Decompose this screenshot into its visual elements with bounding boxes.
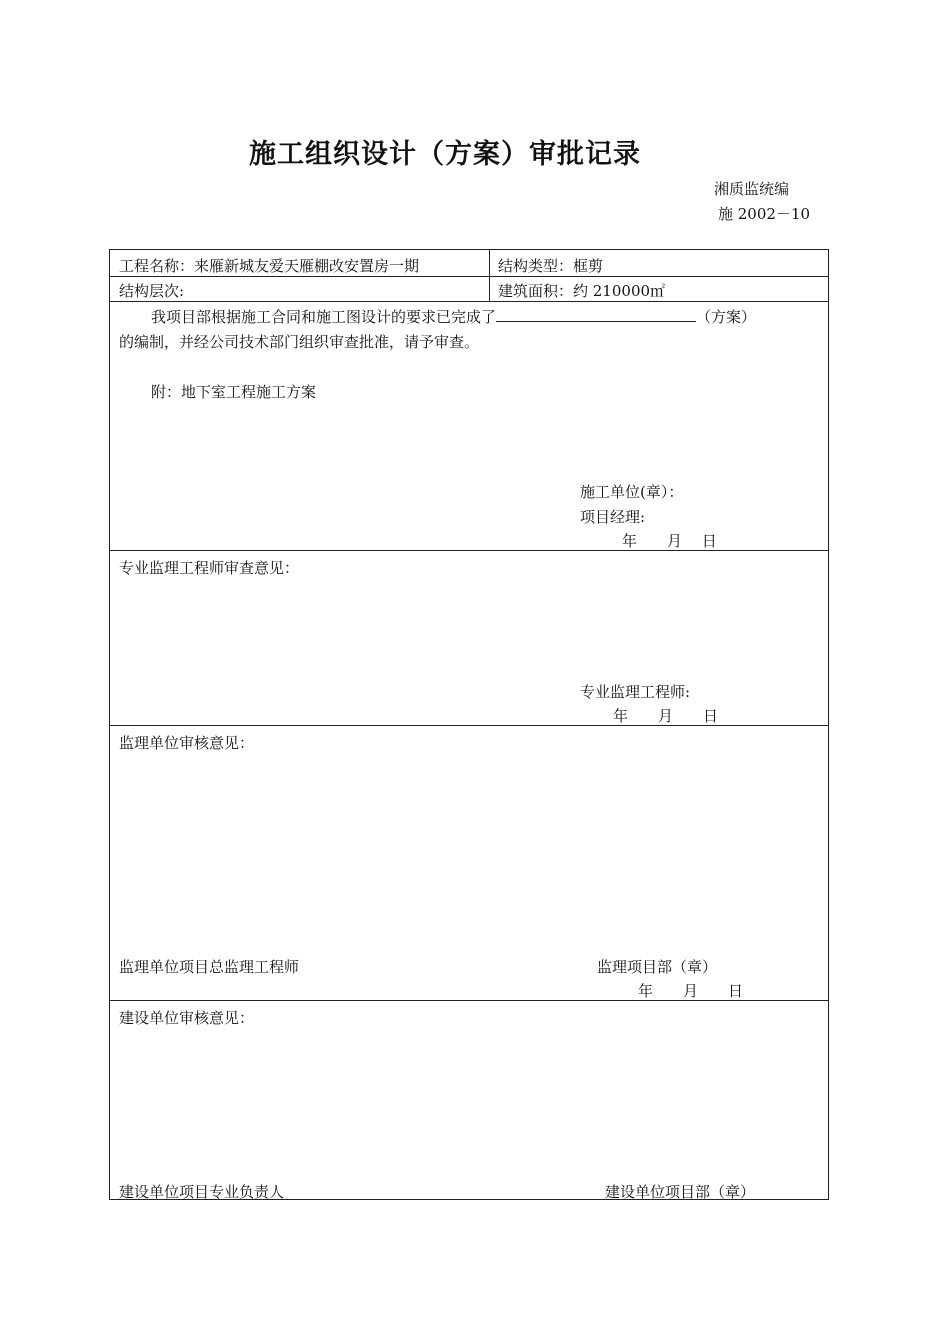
chief-supervising-engineer: 监理单位项目总监理工程师 (119, 958, 300, 976)
project-name-cell: 工程名称：来雁新城友爱天雁棚改安置房一期 (119, 257, 420, 275)
approval-form-table (109, 249, 829, 1200)
owner-professional-lead: 建设单位项目专业负责人 (119, 1183, 285, 1201)
plan-name-blank (496, 307, 696, 322)
supervision-unit-date: 年 月 日 (638, 982, 744, 1000)
construction-unit-seal: 施工单位(章）： (580, 483, 684, 501)
row-divider (110, 725, 828, 726)
submission-text-prefix: 我项目部根据施工合同和施工图设计的要求已完成了 (151, 308, 497, 326)
form-code-line1: 湘质监统编 (714, 180, 790, 198)
column-divider (489, 250, 490, 301)
form-code-line2: 施 2002－10 (718, 205, 811, 223)
supervising-engineer-signature: 专业监理工程师: (580, 683, 691, 701)
owner-department-seal: 建设单位项目部（章） (605, 1183, 756, 1201)
construction-date: 年 月 日 (622, 532, 717, 550)
project-manager: 项目经理: (580, 508, 646, 526)
document-title: 施工组织设计（方案）审批记录 (249, 139, 641, 170)
building-area-cell: 建筑面积：约 210000㎡ (498, 282, 666, 300)
supervising-engineer-opinion-label: 专业监理工程师审查意见： (119, 559, 300, 577)
attachment-note: 附：地下室工程施工方案 (151, 383, 317, 401)
supervision-unit-opinion-label: 监理单位审核意见： (119, 734, 255, 752)
structure-type-cell: 结构类型：框剪 (498, 257, 604, 275)
supervising-engineer-date: 年 月 日 (613, 707, 719, 725)
row-divider (110, 276, 828, 277)
owner-unit-opinion-label: 建设单位审核意见： (119, 1009, 255, 1027)
row-divider (110, 301, 828, 302)
supervision-department-seal: 监理项目部（章） (597, 958, 718, 976)
submission-text-suffix: （方案） (696, 308, 757, 326)
submission-text-line2: 的编制，并经公司技术部门组织审查批准，请予审查。 (119, 333, 480, 351)
row-divider (110, 550, 828, 551)
structure-floors-cell: 结构层次: (119, 282, 185, 300)
submission-text-line1 (151, 306, 756, 327)
